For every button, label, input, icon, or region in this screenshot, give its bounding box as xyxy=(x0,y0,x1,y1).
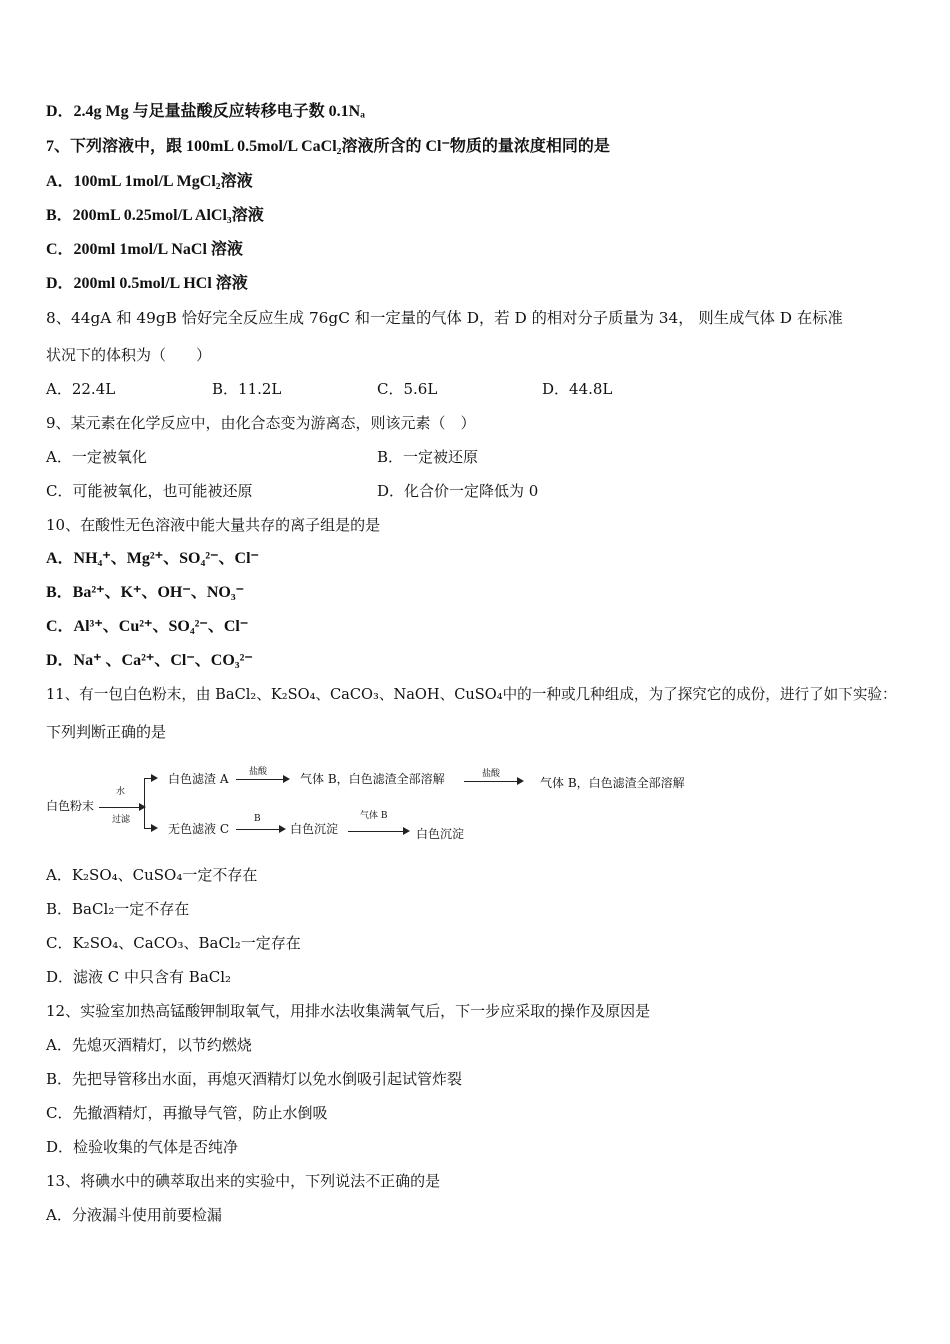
q7-option-b: B．200mL 0.25mol/L AlCl₃溶液 xyxy=(46,207,264,224)
question-7: 7、下列溶液中，跟 100mL 0.5mol/L CaCl₂溶液所含的 Cl⁻物质的量浓度相同的是 xyxy=(46,138,610,155)
question-12: 12、实验室加热高锰酸钾制取氧气，用排水法收集满氧气后，下一步应采取的操作及原因是 xyxy=(46,1002,651,1020)
residue-a-label: 白色滤渣 A xyxy=(168,772,229,786)
question-11-cont: 下列判断正确的是 xyxy=(46,723,167,741)
question-13: 13、将碘水中的碘萃取出来的实验中，下列说法不正确的是 xyxy=(46,1172,441,1190)
q11-option-d: D．滤液 C 中只含有 BaCl₂ xyxy=(46,968,232,986)
hcl-label-1: 盐酸 xyxy=(249,767,268,777)
q6-option-d: D．2.4g Mg 与足量盐酸反应转移电子数 0.1Nₐ xyxy=(46,103,365,120)
q7-option-d: D．200ml 0.5mol/L HCl 溶液 xyxy=(46,275,248,292)
result-1-label: 气体 B，白色滤渣全部溶解 xyxy=(300,772,445,786)
q12-option-b: B．先把导管移出水面，再熄灭酒精灯以免水倒吸引起试管炸裂 xyxy=(46,1070,463,1088)
question-8: 8、44gA 和 49gB 恰好完全反应生成 76gC 和一定量的气体 D，若 D 的相对分子质量为 34， 则生成气体 D 在标准 xyxy=(46,309,843,327)
q9-option-c: C．可能被氧化，也可能被还原 xyxy=(46,482,253,500)
experiment-flow-diagram xyxy=(44,760,724,850)
hcl-label-2: 盐酸 xyxy=(482,769,501,779)
q12-option-a: A．先熄灭酒精灯，以节约燃烧 xyxy=(46,1036,252,1054)
q7-option-a: A．100mL 1mol/L MgCl₂溶液 xyxy=(46,173,253,190)
q10-option-c: C．Al³⁺、Cu²⁺、SO₄²⁻、Cl⁻ xyxy=(46,618,249,635)
q8-option-a: A．22.4L xyxy=(46,380,116,398)
filtrate-c-label: 无色滤液 C xyxy=(168,822,229,836)
filter-label: 过滤 xyxy=(112,815,131,825)
arrow-icon xyxy=(348,831,408,832)
arrow-icon xyxy=(464,781,522,782)
water-label: 水 xyxy=(116,787,126,797)
q12-option-d: D．检验收集的气体是否纯净 xyxy=(46,1138,239,1156)
q10-option-b: B．Ba²⁺、K⁺、OH⁻、NO₃⁻ xyxy=(46,584,245,601)
arrow-icon xyxy=(144,828,156,829)
question-8-cont: 状况下的体积为（ ） xyxy=(46,346,212,364)
q11-option-c: C．K₂SO₄、CaCO₃、BaCl₂一定存在 xyxy=(46,934,301,952)
question-9: 9、某元素在化学反应中，由化合态变为游离态，则该元素（ ） xyxy=(46,414,476,432)
q8-option-c: C．5.6L xyxy=(377,380,438,398)
q9-option-d: D．化合价一定降低为 0 xyxy=(377,482,539,500)
arrow-icon xyxy=(236,779,288,780)
q11-option-a: A．K₂SO₄、CuSO₄一定不存在 xyxy=(46,866,258,884)
q10-option-a: A．NH₄⁺、Mg²⁺、SO₄²⁻、Cl⁻ xyxy=(46,550,259,567)
precipitate-1-label: 白色沉淀 xyxy=(290,822,339,836)
q9-option-b: B．一定被还原 xyxy=(377,448,479,466)
question-10: 10、在酸性无色溶液中能大量共存的离子组是的是 xyxy=(46,516,381,534)
q12-option-c: C．先撤酒精灯，再撤导气管，防止水倒吸 xyxy=(46,1104,328,1122)
start-label: 白色粉末 xyxy=(46,799,95,813)
arrow-icon xyxy=(144,778,156,779)
b-reagent-label: B xyxy=(254,814,261,824)
question-11: 11、有一包白色粉末，由 BaCl₂、K₂SO₄、CaCO₃、NaOH、CuSO₄中的一种或几种组成，为了探究它的成份，进行了如下实验： xyxy=(46,686,897,703)
q8-option-b: B．11.2L xyxy=(212,380,282,398)
result-2-label: 气体 B，白色滤渣全部溶解 xyxy=(540,776,685,790)
q9-option-a: A．一定被氧化 xyxy=(46,448,147,466)
arrow-icon xyxy=(99,807,144,808)
precipitate-2-label: 白色沉淀 xyxy=(416,827,465,841)
q7-option-c: C．200ml 1mol/L NaCl 溶液 xyxy=(46,241,243,258)
branch-line xyxy=(144,778,145,828)
gas-b-label: 气体 B xyxy=(360,811,388,821)
q10-option-d: D．Na⁺ 、Ca²⁺、Cl⁻、CO₃²⁻ xyxy=(46,652,253,669)
q11-option-b: B．BaCl₂一定不存在 xyxy=(46,900,190,918)
q8-option-d: D．44.8L xyxy=(542,380,613,398)
q13-option-a: A．分液漏斗使用前要检漏 xyxy=(46,1206,222,1224)
arrow-icon xyxy=(236,829,284,830)
